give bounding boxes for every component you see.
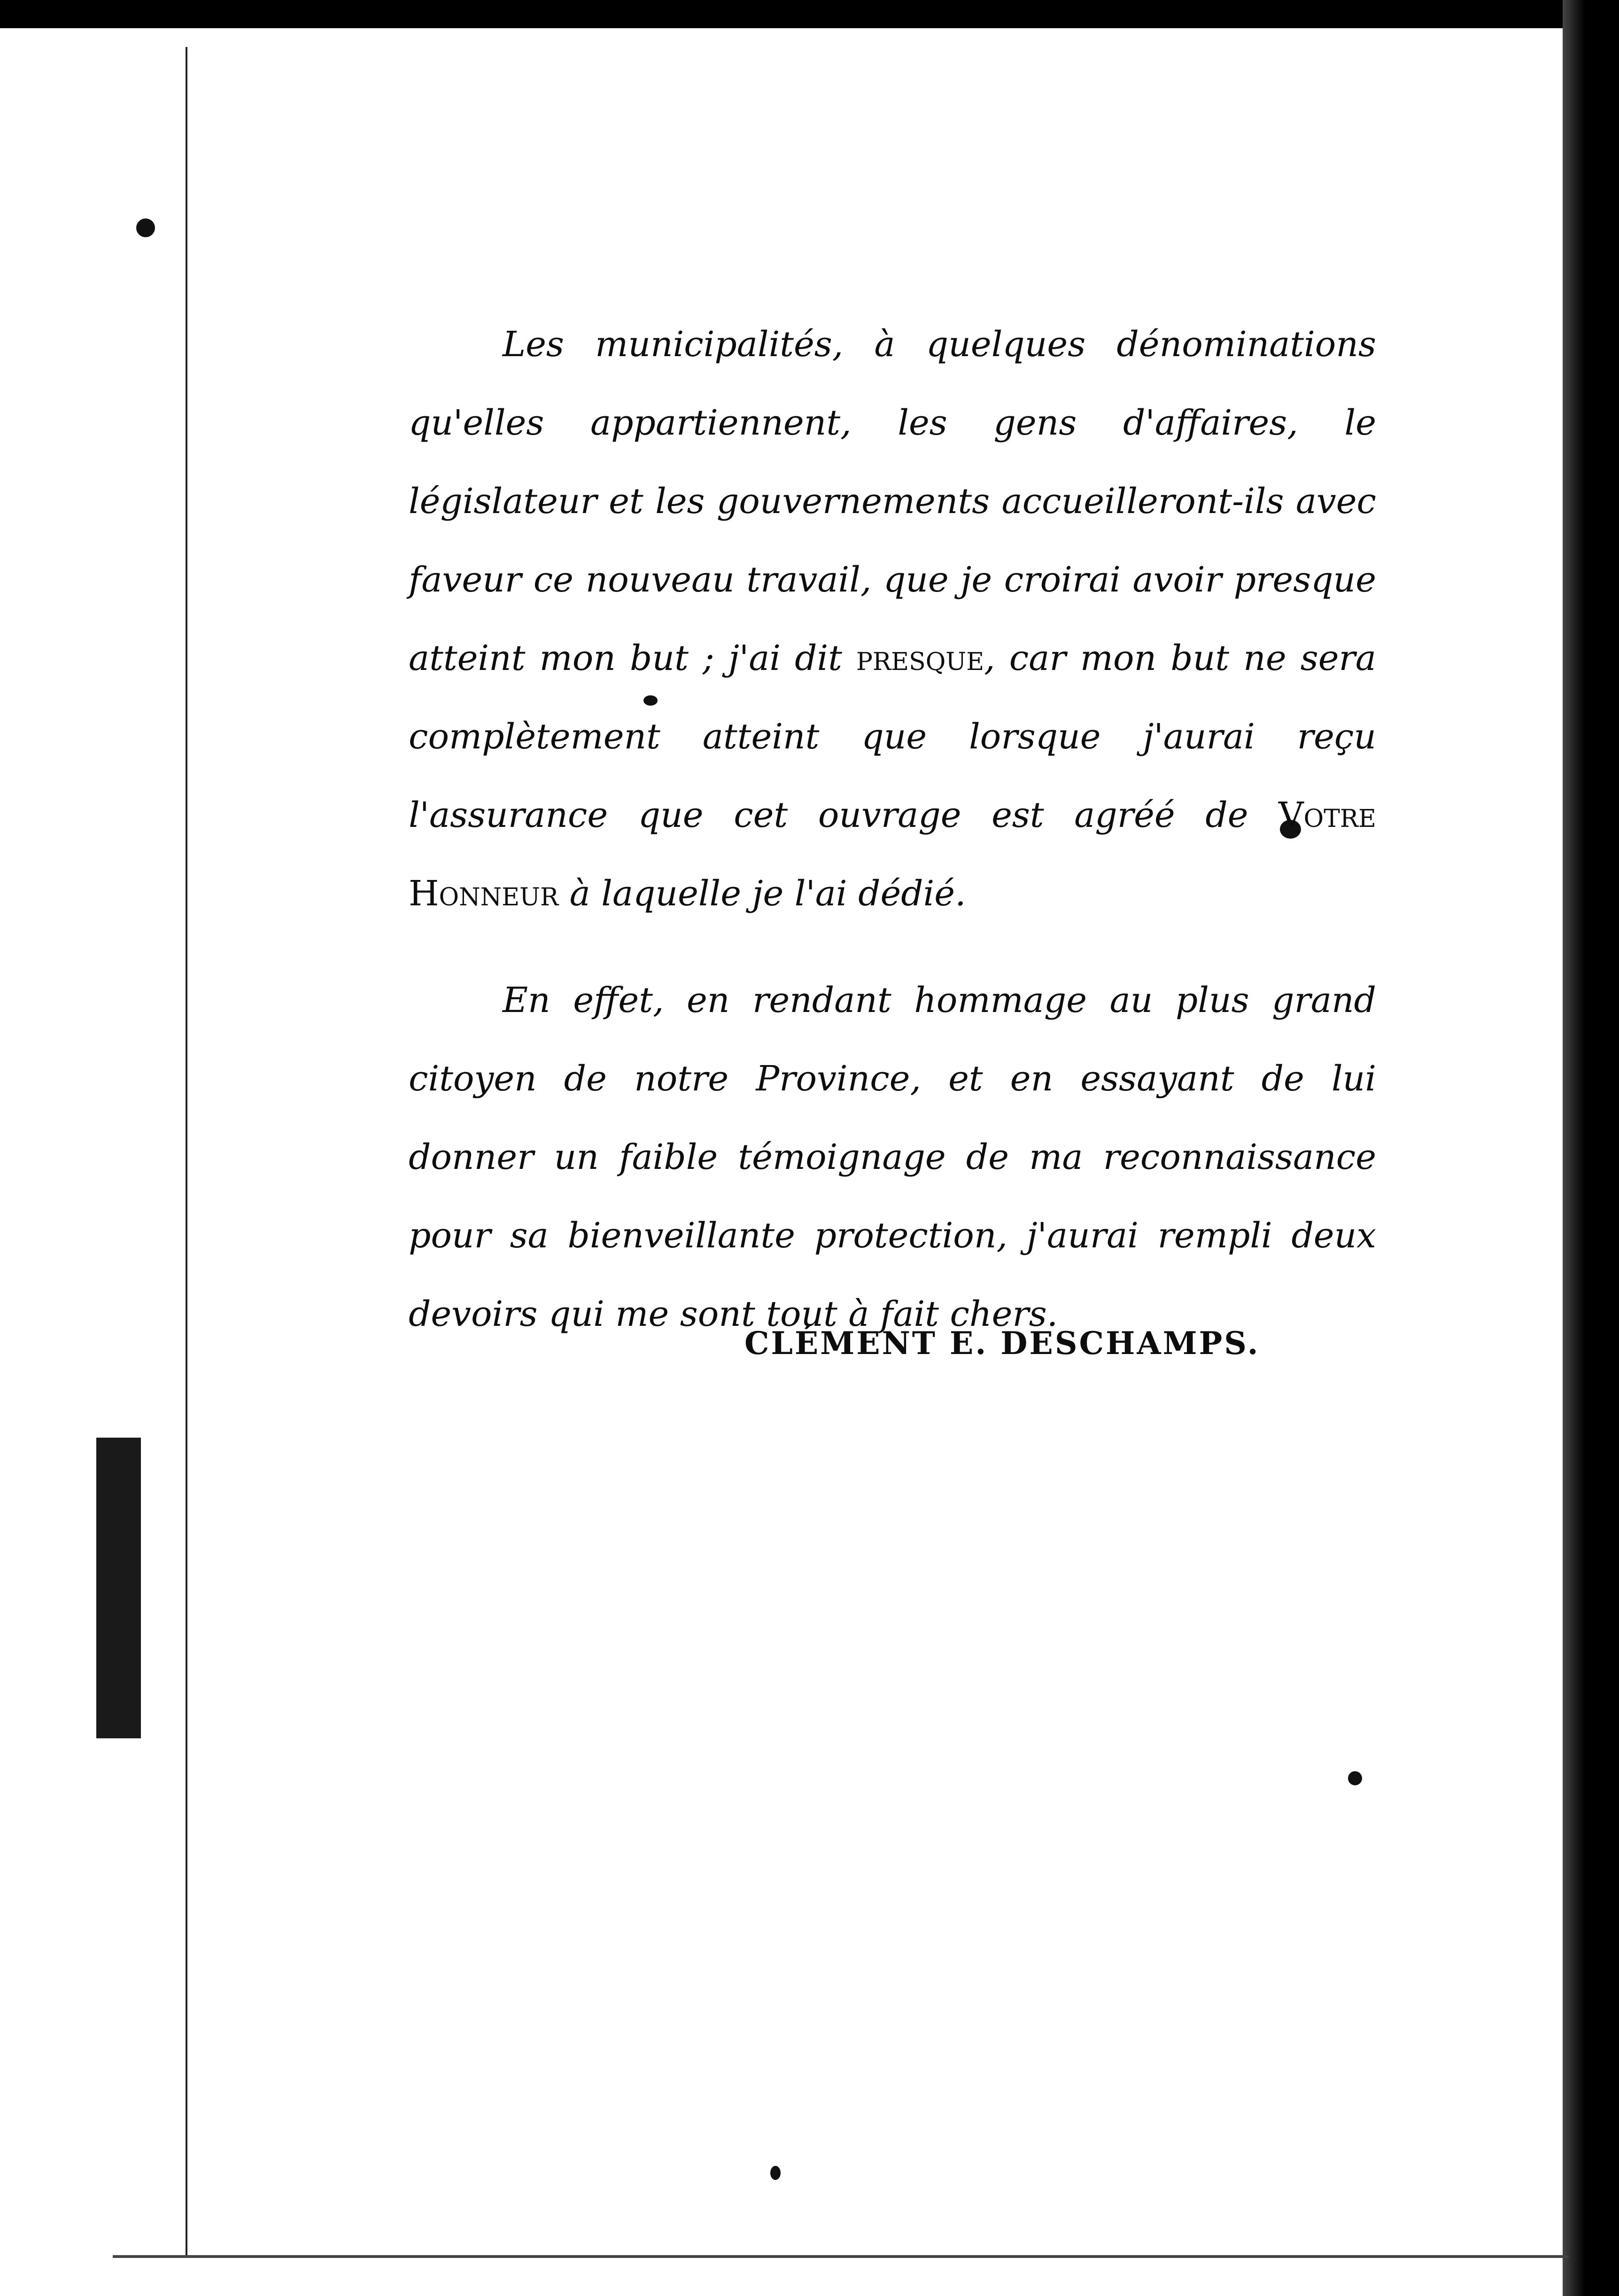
scan-border-right bbox=[1563, 0, 1619, 2296]
paragraph-1-part-2: , car mon but ne sera complètement atteint que lorsque j'aurai reçu l'assurance que cet ouvrage est agréé de bbox=[409, 638, 1376, 835]
emphasis-presque: presque bbox=[856, 638, 984, 678]
ink-speck bbox=[136, 218, 155, 237]
ink-speck bbox=[1348, 1771, 1362, 1785]
paragraph-1-part-1: Les municipalités, à quelques dénominations qu'elles appartiennent, les gens d'affaires, le législateur et les gouvernements accueilleront-ils avec faveur ce nouveau travail, que je croirai avoir presque atteint mon but ; j'ai dit bbox=[409, 324, 1376, 678]
scan-shadow-left bbox=[96, 1438, 141, 1738]
scan-border-top bbox=[0, 0, 1619, 28]
author-signature: CLÉMENT E. DESCHAMPS. bbox=[744, 1325, 1260, 1362]
paragraph-1 bbox=[409, 305, 1376, 933]
emphasis-votre-honneur: Votre Honneur bbox=[409, 795, 1376, 914]
dedication-text bbox=[409, 305, 1376, 1354]
ink-speck bbox=[770, 2166, 781, 2180]
paragraph-1-part-3: à laquelle je l'ai dédié. bbox=[558, 873, 966, 914]
page-bottom-edge bbox=[113, 2255, 1569, 2258]
paragraph-2: En effet, en rendant hommage au plus grand citoyen de notre Province, et en essayant de lui donner un faible témoignage de ma reconnaissance pour sa bienveillante protection, j'aurai rempli deux devoirs qui me sont tout à fait chers. bbox=[409, 980, 1376, 1334]
page-edge-line bbox=[186, 47, 187, 2255]
